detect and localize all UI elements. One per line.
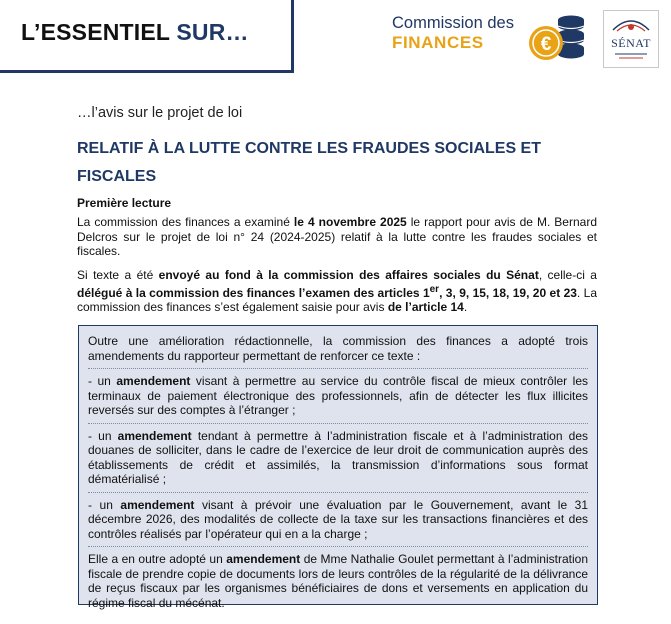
p2-sup: er	[429, 283, 440, 295]
amendment-item-2: - un amendement tendant à permettre à l’administration fiscale et à l’administration des douanes de solliciter, dans le cadre de l’exercice de leur droit de communication auprès des établissements de crédit et assimilés, la transmission d’informations sous format dématérialisé ;	[88, 428, 588, 486]
amendments-box	[78, 325, 598, 610]
p2-bold4: de l’article 14	[387, 300, 464, 314]
divider	[88, 368, 588, 369]
intro-paragraph	[77, 215, 597, 259]
subtitle: …l’avis sur le projet de loi	[77, 105, 243, 121]
senat-logo-text: SÉNAT	[611, 36, 651, 50]
bill-heading: RELATIF À LA LUTTE CONTRE LES FRAUDES SOCIALES ET FISCALES	[77, 140, 541, 185]
svg-text:€: €	[540, 34, 552, 55]
divider	[88, 546, 588, 547]
commission-logo	[392, 14, 514, 53]
p2-text2: , celle-ci a	[538, 268, 597, 282]
p2-text3: . La commission des finances s’est également saisie pour avis	[77, 285, 597, 314]
page-title	[21, 19, 249, 46]
divider	[88, 492, 588, 493]
p2-text4: .	[463, 300, 468, 314]
divider	[88, 423, 588, 424]
title-sur: SUR…	[176, 19, 249, 45]
commission-line1: Commission des	[392, 14, 514, 32]
reading-stage: Première lecture	[77, 196, 172, 210]
commission-line2: FINANCES	[392, 33, 484, 52]
title-box	[0, 0, 294, 73]
p2-text1: Si texte a été	[77, 268, 159, 282]
amendment-item-1: - un amendement visant à permettre au service du contrôle fiscal de mieux contrôler les terminaux de paiement électronique des professionnels, afin de détecter les flux illicites reversés sur des comptes à l’étranger ;	[88, 374, 588, 417]
senat-logo	[603, 10, 659, 68]
amendment-item-3: - un amendement visant à prévoir une évaluation par le Gouvernement, avant le 31 décembre 2026, des modalités de collecte de la taxe sur les transactions financières et des contrôles réalisés par l’opérateur qui en a la charge ;	[88, 497, 589, 541]
referral-paragraph	[77, 268, 597, 315]
p1-date: le 4 novembre 2025	[293, 215, 407, 229]
p1-text2: le rapport pour avis de M. Bernard Delcros sur le projet de loi n° 24 (2024-2025) relatif à la lutte contre les fraudes sociales et fiscales.	[77, 215, 597, 258]
p2-bold2: délégué à la commission des finances l’examen des articles 1	[77, 285, 430, 300]
title-main: L’ESSENTIEL	[21, 19, 177, 45]
p2-bold1: envoyé au fond à la commission des affaires sociales du Sénat	[158, 268, 539, 282]
p1-text1: La commission des finances a examiné	[77, 215, 294, 229]
p2-bold3: , 3, 9, 15, 18, 19, 20 et 23	[439, 285, 577, 300]
box-intro: Outre une amélioration rédactionnelle, la commission des finances a adopté trois amendements du rapporteur permettant de renforcer ce texte :	[88, 334, 588, 363]
euro-coins-icon	[527, 10, 589, 64]
amendment-item-4: Elle a en outre adopté un amendement de Mme Nathalie Goulet permettant à l’administration fiscale de prendre copie de documents lors de leurs contrôles de la régularité de la délivrance de reçus fiscaux par les organismes bénéficiaires de dons et versements en application du régime fiscal du mécénat.	[88, 552, 588, 610]
